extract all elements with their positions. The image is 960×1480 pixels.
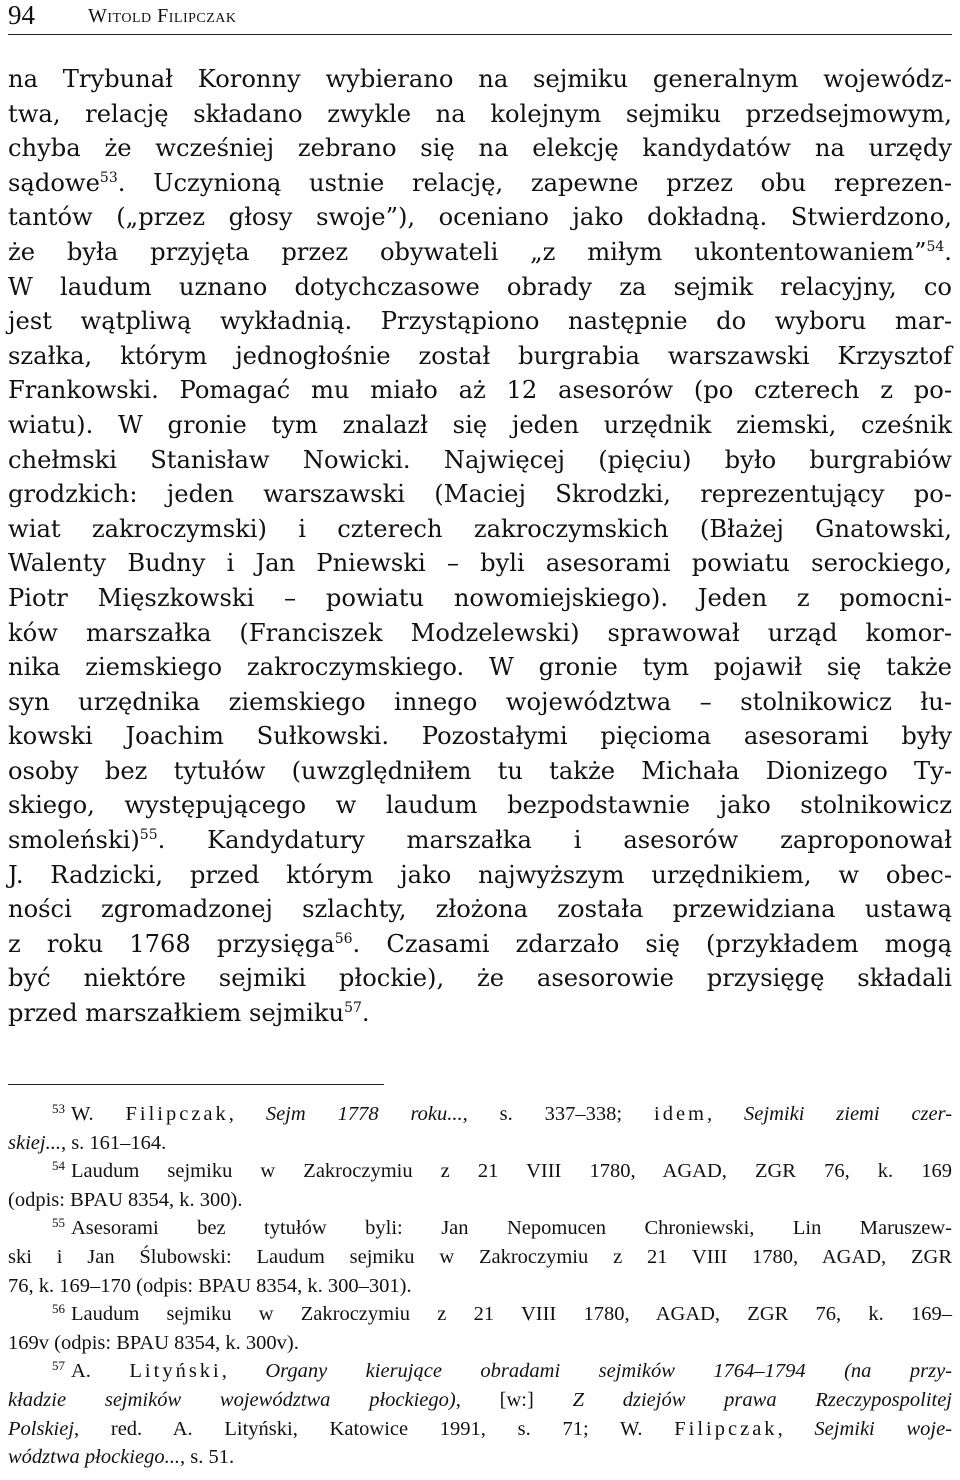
text-line: Frankowski. Pomagać mu miało aż 12 asesorów (po czterech z po- — [8, 376, 952, 405]
text-line: W laudum uznano dotychczasowe obrady za sejmik relacyjny, co — [8, 272, 952, 301]
footnote-number: 55 — [52, 1215, 65, 1231]
text-line: chełmski Stanisław Nowicki. Najwięcej (pięciu) było burgrabiów — [8, 445, 952, 474]
text-line: twa, relację składano zwykle na kolejnym sejmiku przedsejmowym, — [8, 99, 952, 128]
running-head: Witold Filipczak — [88, 5, 237, 27]
footnote-55: $^{55}$ Asesorami bez tytułów byli: Jan Nepomucen Chroniewski, Lin Maruszew- — [52, 1215, 952, 1240]
footnote-number: 53 — [52, 1101, 65, 1116]
footnote-55-cont: 76, k. 169–170 (odpis: BPAU 8354, k. 300–301). — [8, 1274, 412, 1297]
footnote-ref[interactable]: 53 — [99, 169, 118, 186]
text-line: nika ziemskiego zakroczymskiego. W gronie tym pojawił się także — [8, 653, 952, 682]
text-line: kowski Joachim Sułkowski. Pozostałymi pięcioma asesorami były — [8, 722, 952, 751]
text-line: smoleński)$^{55}$. Kandydatury marszałka i asesorów zaproponował — [8, 826, 952, 855]
footnote-57: $^{57}$ A. Lityński, Organy kierujące obradami sejmików 1764–1794 (na przy- — [52, 1358, 952, 1383]
text-line: z roku 1768 przysięga$^{56}$. Czasami zdarzało się (przykładem mogą — [8, 929, 952, 958]
text-line: syn urzędnika ziemskiego innego województwa – stolnikowicz łu- — [8, 687, 952, 716]
text-line: wiatu). W gronie tym znalazł się jeden urzędnik ziemski, cześnik — [8, 410, 952, 439]
text-line: wiat zakroczymski) i czterech zakroczymskich (Błażej Gnatowski, — [8, 514, 952, 543]
text-line: być niektóre sejmiki płockie), że asesorowie przysięgę składali — [8, 964, 952, 993]
text-line: ków marszałka (Franciszek Modzelewski) sprawował urząd komor- — [8, 618, 952, 647]
text-line: jest wątpliwą wykładnią. Przystąpiono następnie do wyboru mar- — [8, 307, 952, 336]
text-line: Piotr Mięszkowski – powiatu nowomiejskiego). Jeden z pomocni- — [8, 583, 952, 612]
page-header — [8, 0, 952, 35]
footnote-56: $^{56}$ Laudum sejmiku w Zakroczymiu z 21 VIII 1780, AGAD, ZGR 76, k. 169– — [52, 1301, 952, 1326]
text-line: sądowe$^{53}$. Uczynioną ustnie relację, zapewne przez obu reprezen- — [8, 168, 952, 197]
page-number: 94 — [8, 0, 35, 30]
text-line: przed marszałkiem sejmiku$^{57}$. — [8, 999, 370, 1028]
footnote-57-cont: kładzie sejmików województwa płockiego), [w:] Z dziejów prawa Rzeczypospolitej — [8, 1388, 953, 1411]
text-line: osoby bez tytułów (uwzględniłem tu także Michała Dionizego Ty- — [8, 756, 952, 785]
footnote-57-cont: Polskiej, red. A. Lityński, Katowice 1991, s. 71; W. Filipczak, Sejmiki woje- — [8, 1417, 952, 1440]
body-text — [8, 62, 952, 1031]
text-line: chyba że wcześniej zebrano się na elekcję kandydatów na urzędy — [8, 134, 952, 163]
footnote-ref[interactable]: 55 — [139, 827, 158, 844]
footnote-54-cont: (odpis: BPAU 8354, k. 300). — [8, 1188, 243, 1211]
footnote-53: $^{53}$ W. Filipczak, Sejm 1778 roku..., s. 337–338; idem, Sejmiki ziemi czer- — [52, 1101, 953, 1125]
footnotes — [8, 1100, 952, 1472]
text-line: grodzkich: jeden warszawski (Maciej Skrodzki, reprezentujący po- — [8, 480, 952, 509]
footnote-separator — [8, 1084, 384, 1085]
footnote-53-cont: skiej..., s. 161–164. — [8, 1131, 167, 1154]
text-line: J. Radzicki, przed którym jako najwyższym urzędnikiem, w obec- — [8, 860, 952, 889]
footnote-56-cont: 169v (odpis: BPAU 8354, k. 300v). — [8, 1331, 299, 1354]
text-line: skiego, występującego w laudum bezpodstawnie jako stolnikowicz — [8, 791, 952, 820]
footnote-ref[interactable]: 54 — [926, 238, 945, 255]
text-line: szałka, którym jednogłośnie został burgrabia warszawski Krzysztof — [8, 341, 952, 370]
footnote-57-cont: wództwa płockiego..., s. 51. — [8, 1446, 235, 1469]
text-line: tantów („przez głosy swoje”), oceniano jako dokładną. Stwierdzono, — [8, 203, 952, 232]
footnote-55-cont: ski i Jan Ślubowski: Laudum sejmiku w Zakroczymiu z 21 VIII 1780, AGAD, ZGR — [8, 1245, 952, 1268]
footnote-number: 54 — [52, 1158, 65, 1174]
footnote-ref[interactable]: 56 — [334, 930, 353, 947]
text-line: Walenty Budny i Jan Pniewski – byli asesorami powiatu serockiego, — [8, 549, 952, 578]
text-line: że była przyjęta przez obywateli „z miłym ukontentowaniem”$^{54}$. — [8, 237, 952, 266]
footnote-number: 57 — [52, 1358, 65, 1374]
footnote-ref[interactable]: 57 — [344, 1000, 362, 1017]
footnote-54: $^{54}$ Laudum sejmiku w Zakroczymiu z 21 VIII 1780, AGAD, ZGR 76, k. 169 — [52, 1158, 952, 1183]
text-line: na Trybunał Koronny wybierano na sejmiku generalnym wojewódz- — [8, 65, 952, 93]
footnote-number: 56 — [52, 1301, 65, 1317]
text-line: ności zgromadzonej szlachty, złożona została przewidziana ustawą — [8, 895, 952, 924]
